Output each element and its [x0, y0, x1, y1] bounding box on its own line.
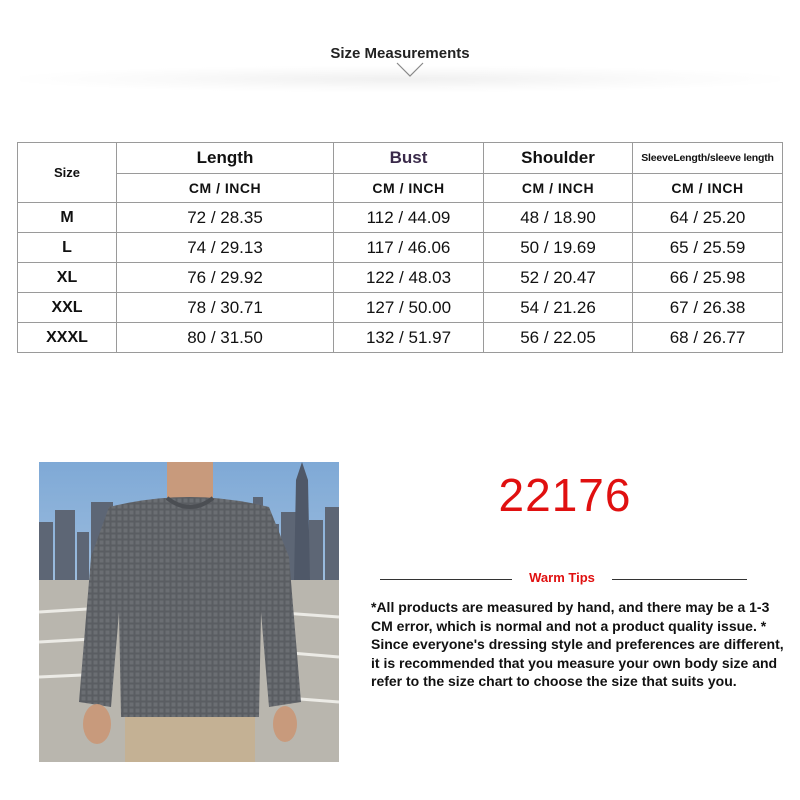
length-value: 74 / 29.13	[117, 233, 334, 263]
size-label: L	[18, 233, 117, 263]
size-table	[17, 142, 783, 353]
size-label: XL	[18, 263, 117, 293]
shoulder-value: 56 / 22.05	[484, 323, 633, 353]
warm-tips-title: Warm Tips	[529, 570, 595, 585]
shoulder-value: 48 / 18.90	[484, 203, 633, 233]
bust-value: 132 / 51.97	[334, 323, 484, 353]
bust-value: 122 / 48.03	[334, 263, 484, 293]
shoulder-column-header: Shoulder	[484, 143, 633, 174]
table-row	[18, 263, 783, 293]
size-column-header: Size	[18, 143, 117, 203]
sleeve-column-header: SleeveLength/sleeve length	[633, 143, 783, 174]
bust-value: 127 / 50.00	[334, 293, 484, 323]
divider-line	[380, 579, 512, 580]
shoulder-value: 52 / 20.47	[484, 263, 633, 293]
unit-label: CM / INCH	[117, 174, 334, 203]
table-unit-row	[18, 174, 783, 203]
unit-label: CM / INCH	[334, 174, 484, 203]
length-value: 76 / 29.92	[117, 263, 334, 293]
header	[0, 40, 800, 90]
size-label: XXXL	[18, 323, 117, 353]
table-row	[18, 323, 783, 353]
length-value: 78 / 30.71	[117, 293, 334, 323]
page-title: Size Measurements	[330, 45, 470, 62]
product-photo	[39, 462, 339, 762]
unit-label: CM / INCH	[484, 174, 633, 203]
shoulder-value: 50 / 19.69	[484, 233, 633, 263]
unit-label: CM / INCH	[633, 174, 783, 203]
table-header-row	[18, 143, 783, 174]
warm-tips-text: *All products are measured by hand, and there may be a 1-3 CM error, which is normal and not a product quality issue. * Since everyone's dressing style and preferences are different, it is recommended that you measure your own body size and refer to the size chart to choose the size that suits you.	[371, 599, 784, 689]
sleeve-value: 67 / 26.38	[633, 293, 783, 323]
table-row	[18, 203, 783, 233]
length-value: 72 / 28.35	[117, 203, 334, 233]
size-label: M	[18, 203, 117, 233]
sleeve-value: 68 / 26.77	[633, 323, 783, 353]
length-column-header: Length	[117, 143, 334, 174]
sleeve-value: 65 / 25.59	[633, 233, 783, 263]
table-row	[18, 293, 783, 323]
shoulder-value: 54 / 21.26	[484, 293, 633, 323]
bust-column-header: Bust	[334, 143, 484, 174]
bust-value: 117 / 46.06	[334, 233, 484, 263]
table-row	[18, 233, 783, 263]
length-value: 80 / 31.50	[117, 323, 334, 353]
sleeve-value: 66 / 25.98	[633, 263, 783, 293]
bust-value: 112 / 44.09	[334, 203, 484, 233]
divider-line	[612, 579, 747, 580]
product-code: 22176	[498, 469, 632, 521]
size-label: XXL	[18, 293, 117, 323]
sleeve-value: 64 / 25.20	[633, 203, 783, 233]
chevron-down-icon	[396, 62, 424, 78]
